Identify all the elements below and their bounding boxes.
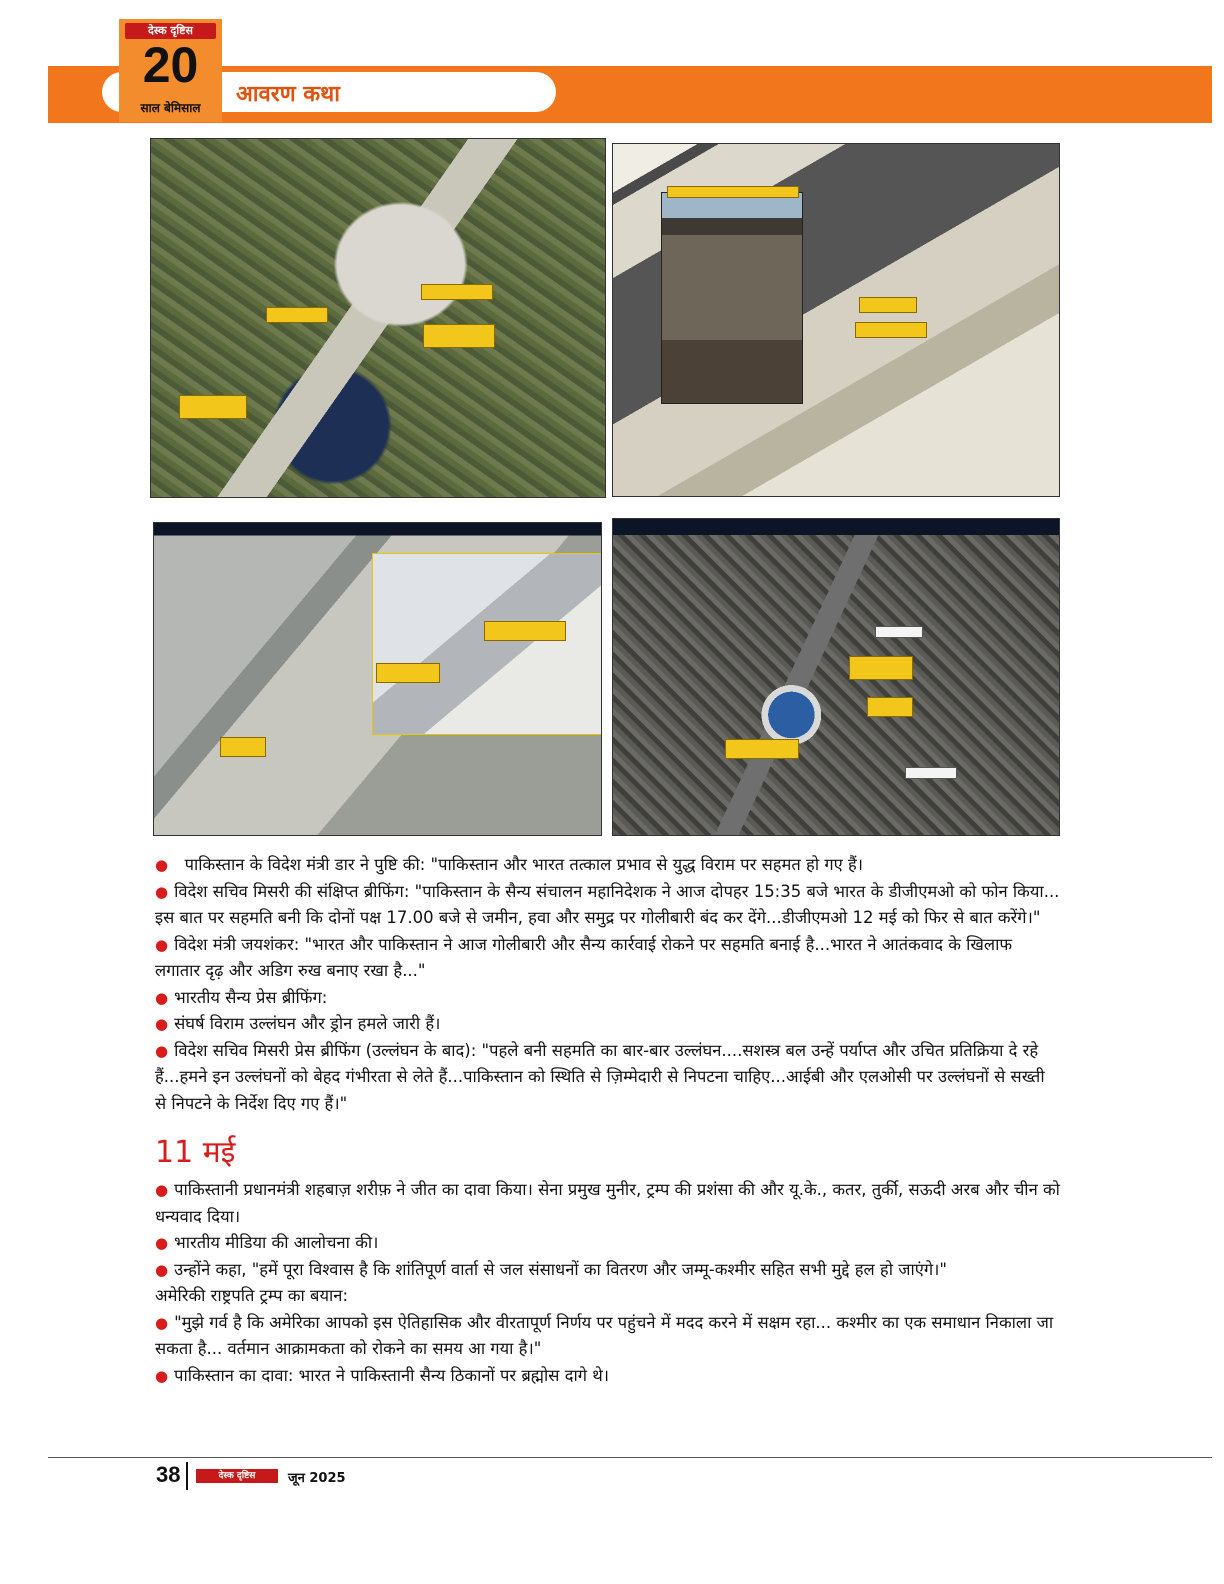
image-annotation — [179, 395, 247, 419]
page-number: 38 — [156, 1462, 181, 1487]
inset-hangar-image — [372, 553, 602, 735]
list-item: ● उन्होंने कहा, "हमें पूरा विश्वास है कि शांतिपूर्ण वार्ता से जल संसाधनों का वितरण और जम्मू-कश्मीर सहित सभी मुद्दे हल हो जाएंगे।" — [155, 1259, 947, 1279]
image-annotation — [725, 739, 799, 759]
bullet-icon: ● — [155, 856, 169, 874]
bullet-icon: ● — [155, 988, 169, 1007]
image-annotation — [266, 307, 328, 323]
image-annotation — [220, 737, 266, 757]
image-annotation — [859, 297, 917, 313]
image-annotation — [667, 186, 799, 198]
image-annotation — [855, 322, 927, 338]
bullet-icon: ● — [155, 935, 169, 954]
footer-brand-logo: देस्क दृष्टिस — [196, 1469, 278, 1483]
bullet-icon: ● — [155, 1041, 169, 1060]
bullet-icon: ● — [155, 1260, 169, 1279]
bullet-icon: ● — [155, 882, 169, 901]
satellite-image-3 — [153, 522, 602, 836]
badge-years: 20 — [142, 37, 199, 93]
anniversary-badge — [119, 19, 222, 122]
list-item: ● पाकिस्तान का दावा: भारत ने पाकिस्तानी सैन्य ठिकानों पर ब्रह्मोस दागे थे। — [155, 1365, 610, 1385]
list-item: ● भारतीय सैन्य प्रेस ब्रीफिंग: — [155, 987, 328, 1007]
badge-tagline: साल बेमिसाल — [140, 101, 201, 115]
bullet-icon: ● — [155, 1234, 169, 1252]
list-item: ● भारतीय मीडिया की आलोचना की। — [155, 1233, 379, 1252]
footer-divider — [186, 1462, 188, 1490]
date-heading: 11 मई — [155, 1135, 236, 1170]
footer-rule — [48, 1457, 1212, 1458]
list-item: ● पाकिस्तान के विदेश मंत्री डार ने पुष्टि की: "पाकिस्तान और भारत तत्काल प्रभाव से युद्ध विराम पर सहमत हो गए हैं। — [155, 855, 864, 874]
satellite-image-1 — [150, 138, 606, 498]
list-item: ● पाकिस्तानी प्रधानमंत्री शहबाज़ शरीफ़ ने जीत का दावा किया। सेना प्रमुख मुनीर, ट्रम्प की प्रशंसा की और यू.के., कतर, तुर्की, सऊदी अरब और चीन को धन्यवाद दिया। — [155, 1180, 1060, 1226]
image-annotation — [423, 324, 495, 348]
issue-date: जून 2025 — [288, 1471, 346, 1486]
bullet-icon: ● — [155, 1313, 169, 1332]
list-item: ● संघर्ष विराम उल्लंघन और ड्रोन हमले जारी हैं। — [155, 1014, 441, 1033]
section-title: आवरण कथा — [236, 82, 340, 107]
list-item: ● "मुझे गर्व है कि अमेरिका आपको इस ऐतिहासिक और वीरतापूर्ण निर्णय पर पहुंचने में मदद करने में सक्षम रहा... कश्मीर का एक समाधान निकाला जा सकता है... वर्तमान आक्रामकता को रोकने का समय आ गया है।" — [155, 1312, 1054, 1358]
bullet-icon: ● — [155, 1181, 169, 1199]
image-annotation — [875, 626, 923, 638]
satellite-image-2 — [612, 143, 1060, 497]
list-item: ● विदेश मंत्री जयशंकर: "भारत और पाकिस्तान ने आज गोलीबारी और सैन्य कार्रवाई रोकने पर सहमति बनाई है...भारत ने आतंकवाद के खिलाफ लगातार दृढ़ और अडिग रुख बनाए रखा है..." — [155, 934, 1013, 980]
bullet-icon: ● — [155, 1015, 169, 1033]
satellite-image-4 — [612, 518, 1060, 836]
bullet-icon: ● — [155, 1366, 169, 1385]
image-annotation — [484, 621, 566, 641]
list-item: ● विदेश सचिव मिसरी प्रेस ब्रीफिंग (उल्लंघन के बाद): "पहले बनी सहमति का बार-बार उल्लंघन....सशस्त्र बल उन्हें पर्याप्त और उचित प्रतिक्रिया दे रहे हैं...हमने इन उल्लंघनों को बेहद गंभीरता से लेते हैं...पाकिस्तान को स्थिति से ज़िम्मेदारी से निपटना चाहिए...आईबी और एलओसी पर उल्लंघनों से सख्ती से निपटने के निर्देश दिए गए हैं।" — [155, 1040, 1045, 1113]
image-annotation — [867, 697, 913, 717]
image-annotation — [849, 656, 913, 680]
image-annotation — [905, 767, 957, 779]
list-item: ● विदेश सचिव मिसरी की संक्षिप्त ब्रीफिंग: "पाकिस्तान के सैन्य संचालन महानिदेशक ने आज दोपहर 15:35 बजे भारत के डीजीएमओ को फोन किया... इस बात पर सहमति बनी कि दोनों पक्ष 17.00 बजे से जमीन, हवा और समुद्र पर गोलीबारी बंद कर देंगे...डीजीएमओ 12 मई को फिर से बात करेंगे।" — [155, 881, 1060, 927]
article-body — [155, 852, 1060, 1389]
plain-line: अमेरिकी राष्ट्रपति ट्रम्प का बयान: — [155, 1286, 349, 1305]
brand-logo: देस्क दृष्टिस — [125, 23, 216, 39]
image-annotation — [421, 284, 493, 300]
image-annotation — [376, 663, 440, 683]
inset-crater-image — [661, 192, 803, 404]
